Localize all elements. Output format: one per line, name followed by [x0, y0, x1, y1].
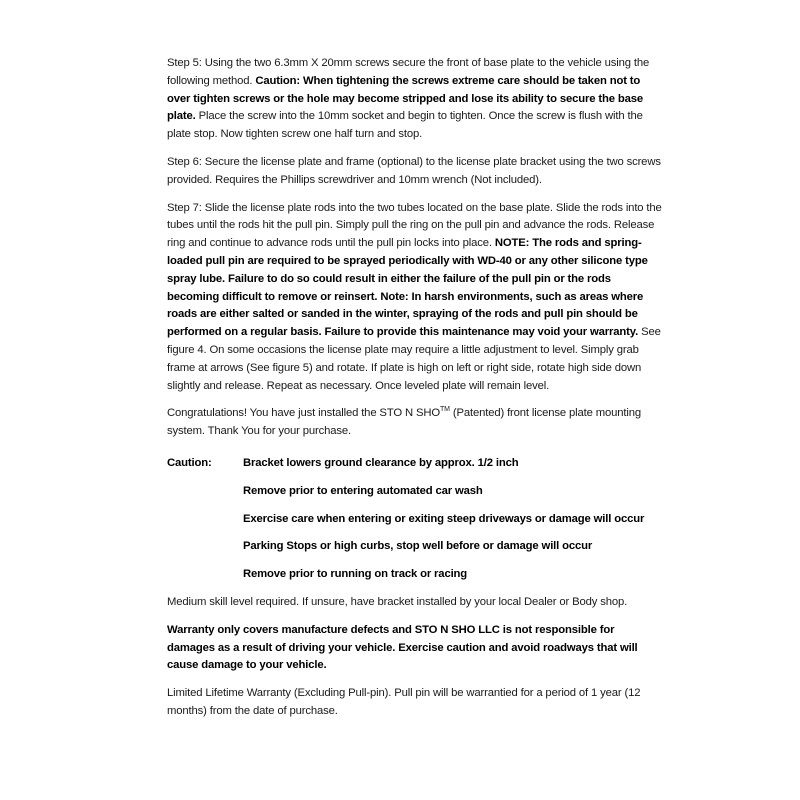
- warranty-disclaimer: Warranty only covers manufacture defects and STO N SHO LLC is not responsible for damages as a result of driving your vehicle. Exercise caution and avoid roadways that will cause damage to your vehicle.: [167, 623, 638, 672]
- caution-label: Caution:: [167, 456, 212, 469]
- congratulations-paragraph: Congratulations! You have just installed the STO N SHO™ (Patented) front license plate mounting system. Thank You for your purchase.: [167, 406, 642, 438]
- caution-item: Parking Stops or high curbs, stop well before or damage will occur: [243, 540, 593, 553]
- caution-item: Bracket lowers ground clearance by approx. 1/2 inch: [243, 456, 519, 469]
- step-7-paragraph: Step 7: Slide the license plate rods into the two tubes located on the base plate. Slide the rods into the tubes until the rods hit the pull pin. Simply pull the ring on the pull pin and advance the rods. Release ring and continue to advance rods until the pull pin locks into place. NOTE: The rods and spring-loaded pull pin are required to be sprayed periodically with WD-40 or any other silicone type spray lube. Failure to do so could result in either the failure of the pull pin or the rods becoming difficult to remove or reinsert. Note: In harsh environments, such as areas where roads are either salted or sanded in the winter, spraying of the rods and pull pin should be performed on a regular basis. Failure to provide this maintenance may void your warranty. See figure 4. On some occasions the license plate may require a little adjustment to level. Simply grab frame at arrows (See figure 5) and rotate. If plate is high on left or right side, rotate high side down slightly and release. Repeat as necessary. Once leveled plate will remain level.: [167, 201, 662, 392]
- step-5-paragraph: Step 5: Using the two 6.3mm X 20mm screws secure the front of base plate to the vehicle using the following method. Caution: When tightening the screws extreme care should be taken not to over tighten screws or the hole may become stripped and lose its ability to secure the base plate. Place the screw into the 10mm socket and begin to tighten. Once the screw is flush with the plate stop. Now tighten screw one half turn and stop.: [167, 57, 650, 141]
- caution-item: Remove prior to entering automated car wash: [243, 484, 483, 497]
- caution-list: [167, 455, 662, 584]
- warranty-paragraph: Limited Lifetime Warranty (Excluding Pull-pin). Pull pin will be warrantied for a period of 1 year (12 months) from the date of purchase.: [167, 687, 641, 717]
- document-page: [167, 55, 662, 731]
- caution-item: Exercise care when entering or exiting steep driveways or damage will occur: [243, 512, 645, 525]
- step-6-paragraph: Step 6: Secure the license plate and frame (optional) to the license plate bracket using the two screws provided. Requires the Phillips screwdriver and 10mm wrench (Not included).: [167, 155, 661, 186]
- caution-item: Remove prior to running on track or racing: [243, 568, 468, 581]
- skill-paragraph: Medium skill level required. If unsure, have bracket installed by your local Dealer or Body shop.: [167, 595, 628, 608]
